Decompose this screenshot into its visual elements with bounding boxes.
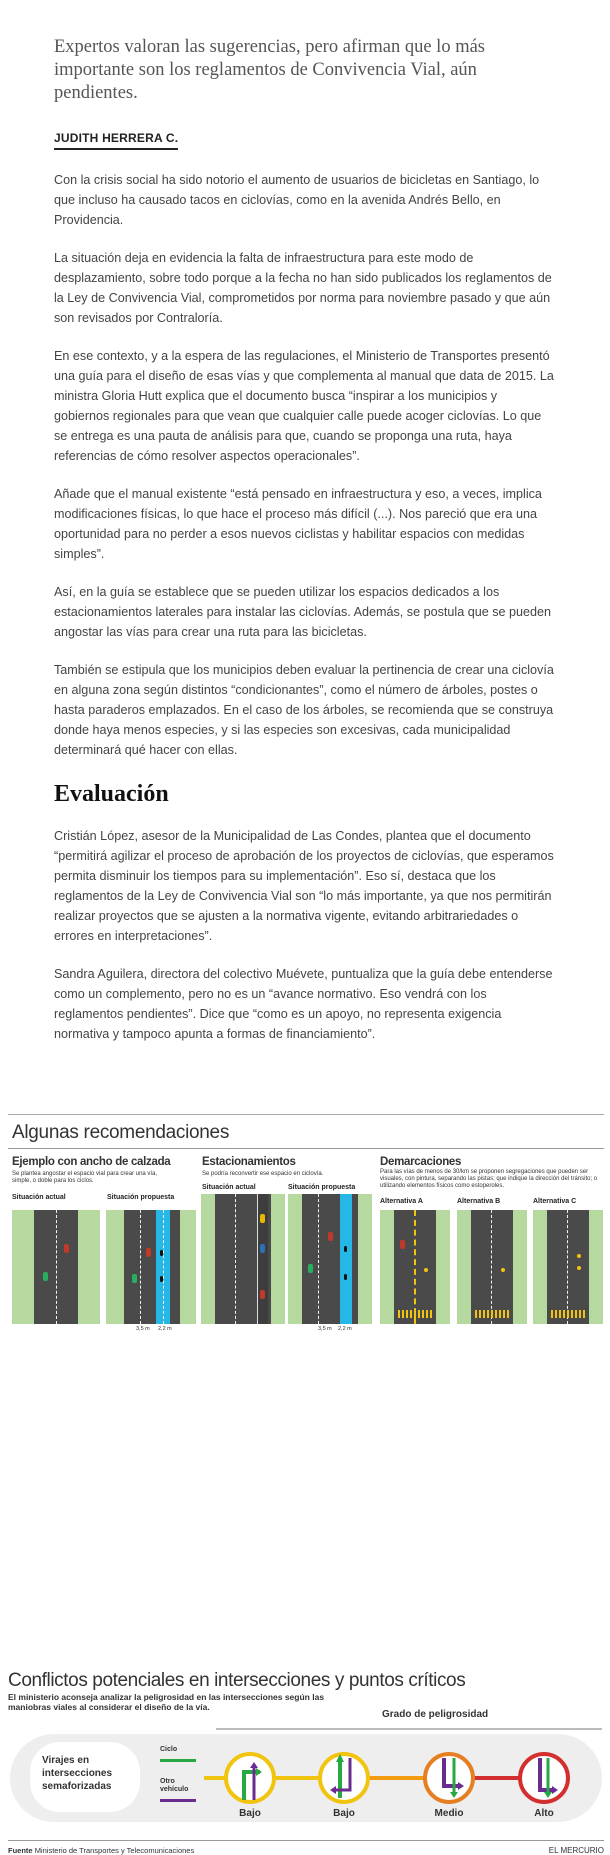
maneuver-icon-1 [226,1754,274,1802]
calzada-propuesta-road [106,1210,196,1324]
maneuver-icon-3 [425,1754,473,1802]
alt-b-road [457,1210,527,1324]
grado-bar [216,1728,602,1730]
estacionamientos-propuesta-road [288,1194,372,1324]
footer-divider [8,1840,604,1841]
grado-label: Grado de peligrosidad [382,1709,489,1720]
alt-b-label: Alternativa B [457,1198,501,1205]
alt-a-road [380,1210,450,1324]
source-label: Fuente [8,1846,33,1855]
maneuver-icon-4 [520,1754,568,1802]
calzada-dim-1: 3,5 m [136,1326,150,1332]
level-1: Bajo [239,1808,261,1819]
legend-ciclo: Ciclo [160,1746,178,1753]
legend-otro: Otro vehículo [160,1778,189,1793]
calzada-dim-2: 2,2 m [158,1326,172,1332]
title-divider [8,1148,604,1149]
brand-logo: EL MERCURIO [548,1846,604,1855]
infographic-title: Algunas recomendaciones [12,1122,230,1143]
calzada-actual-label: Situación actual [12,1194,66,1201]
paragraph-1: Con la crisis social ha sido notorio el aumento de usuarios de bicicletas en Santiago, lo que incluso ha causado tacos en ciclovías, como en la avenida Andrés Bello, en Providencia. [54,173,540,227]
conflicts-title: Conflictos potenciales en intersecciones y puntos críticos [8,1670,466,1691]
conflicts-desc: El ministerio aconseja analizar la peligrosidad en las intersecciones según las maniobras viales al considerar el diseño de la vía. [8,1692,325,1712]
demarcaciones-desc: Para las vías de menos de 30/km se proponen segregaciones que pueden ser visuales, con pintura, separando las pistas; que indique la dirección del tránsito; o utilizando elementos físicos como estoperoles. [380,1169,598,1189]
alt-c-road [533,1210,603,1324]
paragraph-5: Así, en la guía se establece que se pueden utilizar los espacios dedicados a los estacionamientos laterales para instalar las ciclovías. Además, se postula que se pueden angostar las vías para crear una ruta para las bicicletas. [54,585,552,639]
subheading-evaluacion: Evaluación [54,781,169,807]
infographic-top-rule [8,1114,604,1115]
source-footer [8,1846,194,1855]
paragraph-4: Añade que el manual existente “está pensado en infraestructura y eso, a veces, implica modificaciones físicas, lo que hace el proceso más difícil (...). Nos pareció que era una oportunidad para no perder a esos nuevos ciclistas y habilitar espacios con medidas simples”. [54,487,542,561]
estacionamientos-dim-1: 3,5 m [318,1326,332,1332]
legend-ciclo-line [160,1759,196,1762]
paragraph-2: La situación deja en evidencia la falta de infraestructura para este modo de desplazamiento, sobre todo porque a la fecha no han sido publicados los reglamentos de la Ley de Convivencia Vial, comprometidos por norma para noviembre pasado y que aún son revisados por Contraloría. [54,251,552,325]
legend-otro-line [160,1799,196,1802]
demarcaciones-title: Demarcaciones [380,1156,462,1168]
calzada-propuesta-label: Situación propuesta [107,1194,175,1201]
paragraph-3: En ese contexto, y a la espera de las regulaciones, el Ministerio de Transportes presentó una guía para el diseño de esas vías y que complementa al manual que data de 2015. La ministra Gloria Hutt explica que el documento busca “inspirar a los municipios y gobiernos regionales para que vean que cualquier calle puede acoger ciclovías. Lo que se entrega es una pauta de análisis para que, cuando se proponga una ruta, haya referencias de cómo resolver aspectos operacionales”. [54,349,554,463]
article-author: JUDITH HERRERA C. [54,131,178,150]
conflict-type-text: Virajes en intersecciones semaforizadas [42,1755,113,1792]
article [54,0,554,1044]
alt-c-label: Alternativa C [533,1198,577,1205]
estacionamientos-dim-2: 2,2 m [338,1326,352,1332]
conflict-type-label [30,1742,140,1812]
calzada-title: Ejemplo con ancho de calzada [12,1156,171,1168]
paragraph-7: Cristián López, asesor de la Municipalidad de Las Condes, plantea que el documento “permitirá agilizar el proceso de aprobación de los proyectos de ciclovías, que esperamos permita disminuir los tiempos para su implementación”. Eso sí, destaca que los reglamentos de la Ley de Convivencia Vial son “lo más importante, ya que nos permitirán realizar proyectos que se ajusten a la normativa vigente, evitando arbitrariedades o errores en interpretaciones”. [54,829,554,943]
estacionamientos-actual-label: Situación actual [202,1184,256,1191]
article-lead: Expertos valoran las sugerencias, pero afirman que lo más importante son los reglamentos de Convivencia Vial, aún pendientes. [54,37,486,103]
calzada-desc: Se plantea angostar el espacio vial para crear una vía, simple, o doble para los ciclos. [12,1171,158,1184]
calzada-actual-road [12,1210,100,1324]
level-2: Bajo [333,1808,355,1819]
estacionamientos-title: Estacionamientos [202,1156,296,1168]
estacionamientos-propuesta-label: Situación propuesta [288,1184,356,1191]
estacionamientos-desc: Se podría reconvertir ese espacio en ciclovía. [202,1171,324,1177]
paragraph-8: Sandra Aguilera, directora del colectivo Muévete, puntualiza que la guía debe entenderse como un complemento, pero no es un “avance normativo. Eso vendrá con los reglamentos pendientes”. Dice que “como es un apoyo, no representa exigencia normativa y tampoco apunta a formas de financiamiento”. [54,967,553,1041]
level-4: Alto [534,1808,554,1819]
infographic [8,1114,604,1855]
paragraph-6: También se estipula que los municipios deben evaluar la pertinencia de crear una ciclovía en alguna zona según distintos “condicionantes”, como el número de árboles, postes o hasta paraderos emplazados. En el caso de los árboles, se recomienda que se construya donde haya menos especies, y si las especies son excesivas, cada municipalidad determinará qué hacer con ellas. [54,663,554,757]
source-text: Ministerio de Transportes y Telecomunicaciones [34,1846,195,1855]
maneuver-icon-2 [320,1754,368,1802]
alt-a-label: Alternativa A [380,1198,423,1205]
level-3: Medio [434,1808,464,1819]
estacionamientos-actual-road [201,1194,285,1324]
